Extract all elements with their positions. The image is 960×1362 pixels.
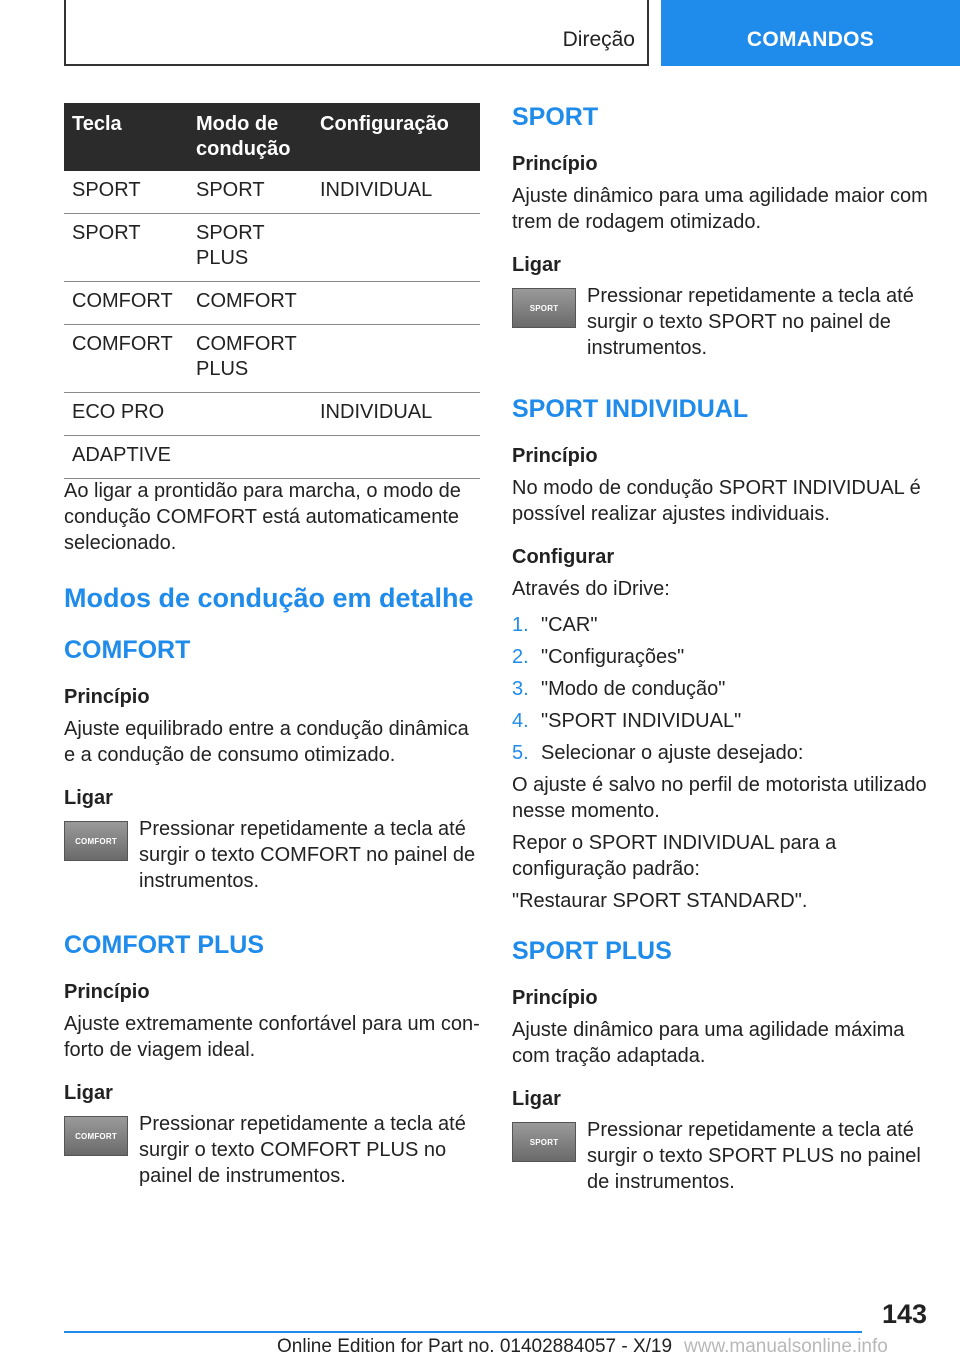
- idrive-steps-list: [512, 612, 928, 766]
- step-text: "Configurações": [541, 646, 685, 668]
- table-cell: [188, 436, 312, 479]
- sport-on-label: Ligar: [512, 254, 561, 276]
- comfort-plus-on-label: Ligar: [64, 1082, 113, 1104]
- header-section-box: [64, 0, 649, 66]
- header-chapter-title: COMANDOS: [746, 28, 875, 51]
- table-header-cell: Tecla: [64, 103, 188, 171]
- sport-plus-on-text: Pressionar repetidamente a tecla até surgir o texto SPORT PLUS no painel de instrumentos.: [587, 1119, 921, 1193]
- comfort-instruction: [64, 816, 480, 894]
- table-row: [64, 393, 480, 436]
- section-title: Modos de condução em detalhe: [64, 583, 474, 613]
- driving-modes-table: [64, 103, 480, 479]
- step-text: "SPORT INDIVIDUAL": [541, 710, 742, 732]
- sport-individual-configure-label: Configurar: [512, 546, 615, 568]
- table-cell: COMFORT PLUS: [188, 325, 312, 393]
- sport-individual-principle-text: No modo de condução SPORT INDIVIDUAL é possível realizar ajustes individuais.: [512, 477, 921, 525]
- comfort-plus-principle-label: Princípio: [64, 981, 150, 1003]
- table-cell: SPORT: [188, 171, 312, 214]
- footer-divider: [64, 1331, 862, 1333]
- sport-button-label: SPORT: [529, 303, 559, 313]
- step-number: 1.: [512, 614, 529, 636]
- table-cell: [312, 436, 480, 479]
- table-cell: [188, 393, 312, 436]
- table-cell: [312, 214, 480, 282]
- comfort-plus-button-image: [64, 1116, 128, 1156]
- sport-heading: SPORT: [512, 103, 599, 131]
- table-cell: SPORT: [64, 214, 188, 282]
- list-item: [512, 612, 928, 638]
- sport-principle-text: Ajuste dinâmico para uma agilidade maior com trem de rodagem otimizado.: [512, 185, 928, 233]
- comfort-button-image: [64, 821, 128, 861]
- header-chapter-box: [661, 0, 960, 66]
- sport-plus-button-label: SPORT: [529, 1137, 559, 1147]
- step-number: 3.: [512, 678, 529, 700]
- table-cell: SPORT: [64, 171, 188, 214]
- sport-plus-heading: SPORT PLUS: [512, 937, 672, 965]
- table-row: [64, 171, 480, 214]
- sport-on-text: Pressionar repetidamente a tecla até surgir o texto SPORT no painel de instrumentos.: [587, 285, 914, 359]
- step-text: "CAR": [541, 614, 598, 636]
- footer-edition: Online Edition for Part no. 01402884057 - X/19: [277, 1336, 673, 1357]
- comfort-plus-heading: COMFORT PLUS: [64, 931, 264, 959]
- step-number: 2.: [512, 646, 529, 668]
- table-cell: INDIVIDUAL: [312, 393, 480, 436]
- right-column: [512, 100, 928, 1195]
- table-header-cell: Configuração: [312, 103, 480, 171]
- comfort-plus-button-label: COMFORT: [75, 1131, 117, 1141]
- comfort-heading: COMFORT: [64, 636, 191, 664]
- table-cell: [312, 282, 480, 325]
- sport-individual-saved-text: O ajuste é salvo no perfil de motorista utilizado nesse momento.: [512, 774, 927, 822]
- comfort-plus-principle-text: Ajuste extremamente confortável para um conforto de viagem ideal.: [64, 1013, 480, 1061]
- table-header-cell: Modo de condução: [188, 103, 312, 171]
- watermark: www.manualsonline.info: [684, 1336, 888, 1357]
- comfort-button-label: COMFORT: [75, 836, 117, 846]
- sport-plus-principle-label: Princípio: [512, 987, 598, 1009]
- intro-paragraph: Ao ligar a prontidão para marcha, o modo de condução COMFORT está automaticamente selecionado.: [64, 480, 461, 554]
- sport-button-image: [512, 288, 576, 328]
- sport-plus-on-label: Ligar: [512, 1088, 561, 1110]
- sport-individual-heading: SPORT INDIVIDUAL: [512, 395, 749, 423]
- table-header-row: [64, 103, 480, 171]
- page-number: 143: [881, 1299, 927, 1329]
- step-number: 4.: [512, 710, 529, 732]
- sport-individual-reset-text: Repor o SPORT INDIVIDUAL para a configuração padrão:: [512, 832, 837, 880]
- step-text: Selecionar o ajuste desejado:: [541, 742, 804, 764]
- table-row: [64, 436, 480, 479]
- sport-plus-principle-text: Ajuste dinâmico para uma agilidade máxima com tração adaptada.: [512, 1019, 905, 1067]
- sport-individual-principle-label: Princípio: [512, 445, 598, 467]
- table-cell: ADAPTIVE: [64, 436, 188, 479]
- table-cell: INDIVIDUAL: [312, 171, 480, 214]
- table-cell: COMFORT: [64, 282, 188, 325]
- left-column: [64, 478, 480, 1189]
- list-item: [512, 740, 928, 766]
- table-cell: SPORT PLUS: [188, 214, 312, 282]
- sport-individual-reset-value: "Restaurar SPORT STANDARD".: [512, 890, 808, 912]
- comfort-plus-instruction: [64, 1111, 480, 1189]
- step-text: "Modo de condução": [541, 678, 726, 700]
- comfort-plus-on-text: Pressionar repetidamente a tecla até surgir o texto COMFORT PLUS no painel de instrumentos.: [139, 1113, 466, 1187]
- sport-instruction: [512, 283, 928, 361]
- header-section-title: Direção: [562, 28, 635, 51]
- table-cell: COMFORT: [188, 282, 312, 325]
- comfort-on-text: Pressionar repetidamente a tecla até surgir o texto COMFORT no painel de instrumentos.: [139, 818, 476, 892]
- table-cell: ECO PRO: [64, 393, 188, 436]
- list-item: [512, 644, 928, 670]
- list-item: [512, 708, 928, 734]
- sport-principle-label: Princípio: [512, 153, 598, 175]
- sport-plus-button-image: [512, 1122, 576, 1162]
- step-number: 5.: [512, 742, 529, 764]
- table-cell: COMFORT: [64, 325, 188, 393]
- comfort-principle-text: Ajuste equilibrado entre a condução dinâmica e a condução de consumo otimizado.: [64, 718, 469, 766]
- sport-plus-instruction: [512, 1117, 928, 1195]
- table-row: [64, 282, 480, 325]
- table-row: [64, 325, 480, 393]
- sport-individual-via-text: Através do iDrive:: [512, 578, 670, 600]
- table-cell: [312, 325, 480, 393]
- table-row: [64, 214, 480, 282]
- list-item: [512, 676, 928, 702]
- comfort-on-label: Ligar: [64, 787, 113, 809]
- comfort-principle-label: Princípio: [64, 686, 150, 708]
